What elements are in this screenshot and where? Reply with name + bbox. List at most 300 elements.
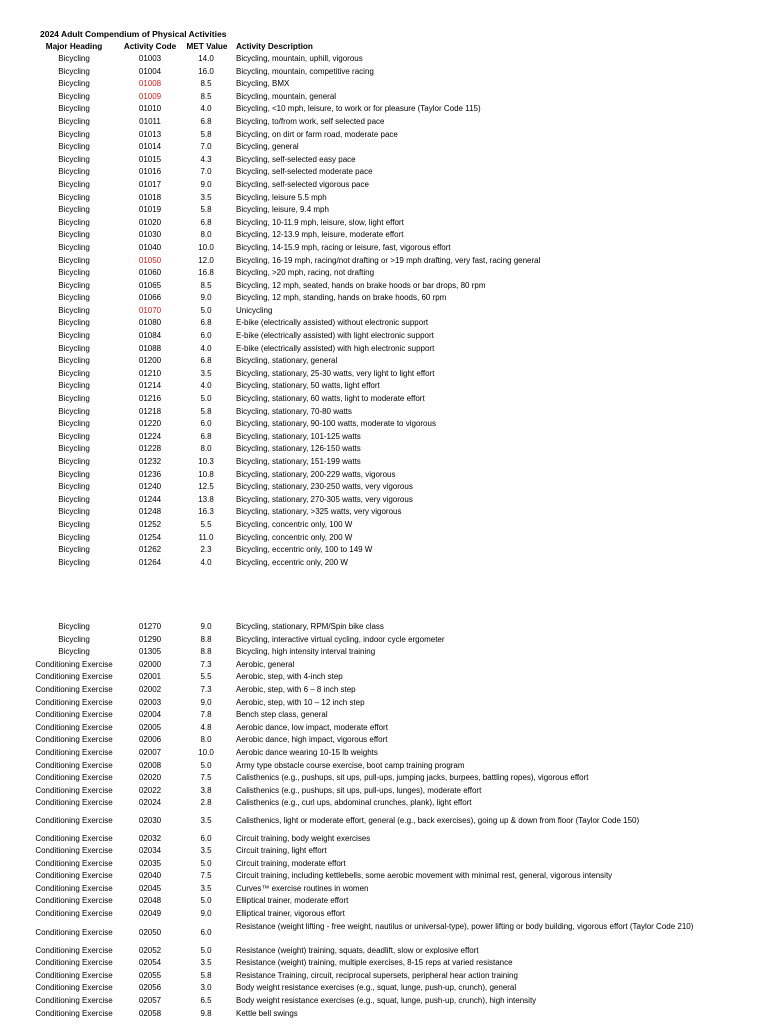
activity-description-cell: Bicycling, <10 mph, leisure, to work or for pleasure (Taylor Code 115) [236,104,481,114]
activity-code-cell: 01290 [138,634,162,644]
activity-description-cell: Circuit training, light effort [236,846,327,856]
activity-description-cell: Bicycling, self-selected moderate pace [236,167,373,177]
activity-code-cell: 02052 [138,945,162,955]
table-row [0,141,768,154]
met-value-cell: 5.0 [200,896,212,906]
table-row [0,957,768,970]
met-value-cell: 5.0 [200,945,212,955]
met-value-cell: 14.0 [198,54,214,63]
activity-code-cell: 01070 [138,305,162,315]
activity-description-cell: E-bike (electrically assisted) without electronic support [236,318,429,328]
activity-code-cell: 02058 [138,1008,162,1018]
major-heading-cell: Bicycling [58,622,90,631]
table-row [0,393,768,406]
activity-code-cell: 01088 [138,343,162,353]
table-row [0,456,768,469]
major-heading-cell: Bicycling [58,381,90,391]
major-heading-cell: Bicycling [58,431,90,441]
met-value-cell: 5.0 [200,305,212,315]
met-value-cell: 3.0 [200,983,212,993]
table-row [0,229,768,242]
activity-code-cell: 02048 [138,896,162,906]
major-heading-cell: Bicycling [58,167,90,177]
met-value-cell: 3.5 [200,883,212,893]
activity-code-cell: 01019 [138,205,162,215]
met-value-cell: 4.0 [200,343,212,353]
major-heading-cell: Bicycling [58,242,90,252]
activity-code-cell: 02057 [138,996,162,1006]
table-row [0,481,768,494]
activity-code-cell: 01305 [138,647,162,657]
table-row [0,506,768,519]
met-value-cell: 3.5 [200,846,212,856]
met-value-cell: 9.0 [200,697,212,707]
activity-description-cell: Bicycling, 12 mph, standing, hands on brake hoods, 60 rpm [236,293,447,303]
header-major-heading: Major Heading [45,42,103,51]
activity-description-cell: Resistance (weight lifting - free weight, nautilus or universal-type), power lifting or body building, vigorous effort (Taylor Code 210) [236,921,694,931]
activity-code-cell: 01232 [138,457,162,466]
table-row [0,684,768,697]
activity-code-cell: 01220 [138,419,162,429]
activity-description-cell: Calisthenics (e.g., pushups, sit ups, pull-ups, lunges), moderate effort [236,785,482,795]
met-value-cell: 3.5 [200,815,212,825]
table-row [0,317,768,330]
table-section-top [0,53,768,569]
activity-description-cell: Army type obstacle course exercise, boot camp training program [236,760,465,770]
met-value-cell: 6.5 [200,996,212,1006]
table-row [0,734,768,747]
major-heading-cell: Bicycling [58,129,90,139]
activity-code-cell: 01262 [138,545,162,555]
major-heading-cell: Conditioning Exercise [35,970,113,980]
major-heading-cell: Conditioning Exercise [35,896,113,906]
table-row [0,659,768,672]
table-row [0,532,768,545]
activity-code-cell: 01040 [138,242,162,252]
met-value-cell: 8.0 [200,230,212,240]
activity-description-cell: Bicycling, 14-15.9 mph, racing or leisure, fast, vigorous effort [236,242,451,252]
met-value-cell: 11.0 [198,532,214,542]
activity-description-cell: Bicycling, stationary, 270-305 watts, very vigorous [236,494,413,504]
activity-code-cell: 02049 [138,909,162,919]
major-heading-cell: Bicycling [58,179,90,189]
table-row [0,53,768,66]
major-heading-cell: Bicycling [58,394,90,404]
activity-code-cell: 01009 [138,91,162,101]
met-value-cell: 6.8 [200,356,212,366]
table-row [0,255,768,268]
activity-code-cell: 02034 [138,846,162,856]
activity-description-cell: Bicycling, on dirt or farm road, moderate pace [236,129,398,139]
activity-description-cell: Body weight resistance exercises (e.g., squat, lunge, push-up, crunch), general [236,983,517,993]
met-value-cell: 8.5 [200,79,212,89]
activity-code-cell: 01004 [138,66,162,76]
activity-code-cell: 01060 [138,268,162,278]
major-heading-cell: Bicycling [58,91,90,101]
activity-code-cell: 02035 [138,858,162,868]
major-heading-cell: Bicycling [58,154,90,164]
activity-code-cell: 02002 [138,684,162,694]
met-value-cell: 4.0 [200,557,212,567]
activity-description-cell: Bicycling, eccentric only, 100 to 149 W [236,545,373,555]
activity-description-cell: Bicycling, stationary, >325 watts, very vigorous [236,507,402,517]
met-value-cell: 6.8 [200,116,212,126]
table-row [0,204,768,217]
table-row [0,418,768,431]
major-heading-cell: Bicycling [58,647,90,657]
activity-code-cell: 01210 [138,368,162,378]
activity-code-cell: 01016 [138,167,162,177]
major-heading-cell: Bicycling [58,255,90,265]
table-row [0,772,768,785]
table-row [0,280,768,293]
met-value-cell: 6.0 [200,419,212,429]
major-heading-cell: Conditioning Exercise [35,785,113,795]
met-value-cell: 8.5 [200,280,212,290]
met-value-cell: 13.8 [198,494,214,504]
major-heading-cell: Conditioning Exercise [35,659,113,669]
met-value-cell: 5.5 [200,672,212,682]
activity-code-cell: 01254 [138,532,162,542]
activity-description-cell: Bicycling, general [236,142,299,152]
met-value-cell: 6.8 [200,318,212,328]
activity-description-cell: Curves™ exercise routines in women [236,883,369,893]
activity-code-cell: 02032 [138,833,162,843]
major-heading-cell: Bicycling [58,557,90,567]
activity-description-cell: Bicycling, stationary, 230-250 watts, very vigorous [236,482,413,492]
major-heading-cell: Conditioning Exercise [35,697,113,707]
major-heading-cell: Conditioning Exercise [35,760,113,770]
table-row [0,945,768,958]
major-heading-cell: Bicycling [58,444,90,454]
activity-description-cell: Aerobic, step, with 6 – 8 inch step [236,684,356,694]
header-met-value: MET Value [186,42,228,51]
table-row [0,870,768,883]
table-row [0,91,768,104]
activity-description-cell: Bicycling, to/from work, self selected pace [236,116,385,126]
met-value-cell: 3.5 [200,192,212,202]
table-row [0,921,768,945]
major-heading-cell: Conditioning Exercise [35,909,113,919]
met-value-cell: 6.8 [200,217,212,227]
activity-description-cell: Resistance (weight) training, squats, deadlift, slow or explosive effort [236,945,479,955]
activity-description-cell: Aerobic, general [236,659,295,669]
major-heading-cell: Bicycling [58,494,90,504]
table-row [0,343,768,356]
met-value-cell: 5.0 [200,760,212,770]
major-heading-cell: Conditioning Exercise [35,883,113,893]
activity-code-cell: 01270 [138,622,162,631]
met-value-cell: 9.8 [200,1008,212,1018]
activity-description-cell: Kettle bell swings [236,1008,298,1018]
activity-code-cell: 01010 [138,104,162,114]
activity-code-cell: 02054 [138,958,162,968]
table-row [0,469,768,482]
table-row [0,66,768,79]
activity-description-cell: Body weight resistance exercises (e.g., squat, lunge, push-up, crunch), high intensity [236,996,537,1006]
met-value-cell: 8.8 [200,647,212,657]
table-row [0,722,768,735]
major-heading-cell: Conditioning Exercise [35,747,113,757]
activity-code-cell: 01216 [138,394,162,404]
table-row [0,305,768,318]
met-value-cell: 7.3 [200,659,212,669]
activity-code-cell: 01066 [138,293,162,303]
table-row [0,895,768,908]
activity-code-cell: 02022 [138,785,162,795]
activity-description-cell: E-bike (electrically assisted) with light electronic support [236,331,434,341]
met-value-cell: 9.0 [200,622,212,631]
major-heading-cell: Bicycling [58,305,90,315]
activity-code-cell: 02056 [138,983,162,993]
major-heading-cell: Conditioning Exercise [35,996,113,1006]
met-value-cell: 6.0 [200,833,212,843]
met-value-cell: 16.3 [198,507,214,517]
met-value-cell: 5.8 [200,970,212,980]
activity-description-cell: Elliptical trainer, vigorous effort [236,909,345,919]
major-heading-cell: Bicycling [58,356,90,366]
activity-description-cell: Bicycling, mountain, competitive racing [236,66,374,76]
activity-description-cell: Circuit training, moderate effort [236,858,346,868]
met-value-cell: 4.0 [200,381,212,391]
met-value-cell: 7.0 [200,142,212,152]
major-heading-cell: Bicycling [58,104,90,114]
activity-description-cell: Bicycling, 12 mph, seated, hands on brake hoods or bar drops, 80 rpm [236,280,486,290]
met-value-cell: 4.3 [200,154,212,164]
table-row [0,519,768,532]
activity-code-cell: 02005 [138,722,162,732]
activity-description-cell: Bicycling, >20 mph, racing, not drafting [236,268,375,278]
activity-code-cell: 02055 [138,970,162,980]
table-row [0,406,768,419]
table-row [0,179,768,192]
table-row [0,292,768,305]
met-value-cell: 3.5 [200,958,212,968]
activity-code-cell: 01020 [138,217,162,227]
activity-code-cell: 02050 [138,927,162,937]
activity-description-cell: Bicycling, stationary, 101-125 watts [236,431,361,441]
major-heading-cell: Bicycling [58,293,90,303]
table-row [0,355,768,368]
table-row [0,443,768,456]
major-heading-cell: Bicycling [58,79,90,89]
activity-code-cell: 02007 [138,747,162,757]
activity-code-cell: 02004 [138,710,162,720]
major-heading-cell: Bicycling [58,634,90,644]
table-row [0,709,768,722]
major-heading-cell: Conditioning Exercise [35,798,113,808]
major-heading-cell: Conditioning Exercise [35,672,113,682]
table-row [0,982,768,995]
activity-code-cell: 02001 [138,672,162,682]
met-value-cell: 5.8 [200,205,212,215]
table-row [0,192,768,205]
activity-description-cell: Bicycling, mountain, uphill, vigorous [236,54,363,63]
activity-code-cell: 01200 [138,356,162,366]
major-heading-cell: Bicycling [58,457,90,466]
activity-code-cell: 01050 [138,255,162,265]
major-heading-cell: Bicycling [58,331,90,341]
activity-description-cell: Aerobic dance wearing 10-15 lb weights [236,747,378,757]
table-row [0,797,768,810]
activity-description-cell: Calisthenics (e.g., curl ups, abdominal crunches, plank), light effort [236,798,472,808]
table-row [0,267,768,280]
activity-description-cell: Bicycling, concentric only, 200 W [236,532,353,542]
activity-description-cell: Bicycling, stationary, 90-100 watts, moderate to vigorous [236,419,436,429]
met-value-cell: 5.8 [200,129,212,139]
major-heading-cell: Bicycling [58,545,90,555]
met-value-cell: 10.3 [198,457,214,466]
activity-code-cell: 02040 [138,871,162,881]
major-heading-cell: Bicycling [58,192,90,202]
met-value-cell: 4.8 [200,722,212,732]
table-row [0,330,768,343]
met-value-cell: 5.8 [200,406,212,416]
major-heading-cell: Conditioning Exercise [35,927,113,937]
met-value-cell: 7.5 [200,871,212,881]
activity-code-cell: 01017 [138,179,162,189]
activity-code-cell: 02045 [138,883,162,893]
major-heading-cell: Conditioning Exercise [35,684,113,694]
activity-description-cell: Bicycling, 16-19 mph, racing/not drafting or >19 mph drafting, very fast, racing general [236,255,541,265]
activity-description-cell: Bicycling, stationary, 50 watts, light effort [236,381,380,391]
met-value-cell: 8.8 [200,634,212,644]
activity-code-cell: 01015 [138,154,162,164]
major-heading-cell: Bicycling [58,519,90,529]
major-heading-cell: Bicycling [58,343,90,353]
activity-code-cell: 01218 [138,406,162,416]
table-row [0,380,768,393]
table-row [0,242,768,255]
table-row [0,116,768,129]
table-row [0,217,768,230]
table-row [0,634,768,647]
major-heading-cell: Conditioning Exercise [35,983,113,993]
major-heading-cell: Bicycling [58,507,90,517]
met-value-cell: 5.0 [200,394,212,404]
activity-code-cell: 01240 [138,482,162,492]
activity-description-cell: Aerobic dance, high impact, vigorous effort [236,735,388,745]
activity-code-cell: 01014 [138,142,162,152]
activity-code-cell: 02006 [138,735,162,745]
activity-description-cell: Bicycling, stationary, 25-30 watts, very light to light effort [236,368,435,378]
activity-description-cell: Elliptical trainer, moderate effort [236,896,349,906]
table-row [0,785,768,798]
activity-code-cell: 02003 [138,697,162,707]
major-heading-cell: Bicycling [58,66,90,76]
major-heading-cell: Conditioning Exercise [35,735,113,745]
met-value-cell: 10.0 [198,242,214,252]
activity-description-cell: Bicycling, self-selected vigorous pace [236,179,369,189]
met-value-cell: 8.0 [200,444,212,454]
activity-code-cell: 01224 [138,431,162,441]
table-row [0,697,768,710]
table-row [0,908,768,921]
major-heading-cell: Bicycling [58,142,90,152]
met-value-cell: 10.0 [198,747,214,757]
activity-description-cell: Bicycling, stationary, 200-229 watts, vigorous [236,469,396,479]
activity-description-cell: Bicycling, 12-13.9 mph, leisure, moderate effort [236,230,404,240]
table-row [0,368,768,381]
table-row [0,103,768,116]
major-heading-cell: Bicycling [58,280,90,290]
page-title: 2024 Adult Compendium of Physical Activities [40,29,227,39]
activity-description-cell: Bicycling, leisure 5.5 mph [236,192,327,202]
table-row [0,494,768,507]
activity-code-cell: 01013 [138,129,162,139]
met-value-cell: 6.0 [200,927,212,937]
major-heading-cell: Conditioning Exercise [35,833,113,843]
activity-description-cell: Bicycling, 10-11.9 mph, leisure, slow, light effort [236,217,404,227]
major-heading-cell: Bicycling [58,469,90,479]
table-row [0,833,768,846]
activity-description-cell: Aerobic, step, with 4-inch step [236,672,343,682]
activity-code-cell: 01080 [138,318,162,328]
activity-description-cell: Unicycling [236,305,273,315]
table-row [0,557,768,570]
activity-code-cell: 01264 [138,557,162,567]
header-activity-code: Activity Code [123,42,177,51]
activity-description-cell: Bicycling, stationary, 70-80 watts [236,406,352,416]
major-heading-cell: Conditioning Exercise [35,1008,113,1018]
met-value-cell: 8.0 [200,735,212,745]
activity-code-cell: 01018 [138,192,162,202]
met-value-cell: 3.5 [200,368,212,378]
met-value-cell: 5.5 [200,519,212,529]
major-heading-cell: Bicycling [58,482,90,492]
met-value-cell: 7.0 [200,167,212,177]
activity-code-cell: 01214 [138,381,162,391]
activity-code-cell: 02008 [138,760,162,770]
activity-description-cell: Bicycling, stationary, 151-199 watts [236,457,361,466]
major-heading-cell: Bicycling [58,268,90,278]
activity-description-cell: Bicycling, eccentric only, 200 W [236,557,348,567]
table-row [0,883,768,896]
major-heading-cell: Bicycling [58,54,90,63]
activity-description-cell: Bicycling, mountain, general [236,91,337,101]
met-value-cell: 2.8 [200,798,212,808]
activity-description-cell: Circuit training, body weight exercises [236,833,371,843]
met-value-cell: 3.8 [200,785,212,795]
activity-code-cell: 01248 [138,507,162,517]
activity-code-cell: 01252 [138,519,162,529]
met-value-cell: 7.5 [200,773,212,783]
activity-code-cell: 01003 [138,54,162,63]
activity-description-cell: Resistance Training, circuit, reciprocal supersets, peripheral hear action training [236,970,518,980]
activity-code-cell: 01244 [138,494,162,504]
major-heading-cell: Conditioning Exercise [35,773,113,783]
activity-description-cell: Bicycling, stationary, 126-150 watts [236,444,361,454]
table-row [0,760,768,773]
activity-code-cell: 01008 [138,79,162,89]
major-heading-cell: Conditioning Exercise [35,945,113,955]
table-row [0,970,768,983]
table-row [0,78,768,91]
met-value-cell: 4.0 [200,104,212,114]
major-heading-cell: Bicycling [58,532,90,542]
activity-code-cell: 01236 [138,469,162,479]
table-row [0,747,768,760]
activity-description-cell: Bicycling, stationary, general [236,356,338,366]
header-activity-description: Activity Description [236,42,313,51]
major-heading-cell: Bicycling [58,406,90,416]
major-heading-cell: Bicycling [58,419,90,429]
table-row [0,1008,768,1021]
activity-description-cell: Calisthenics, light or moderate effort, general (e.g., back exercises), going up & down from floor (Taylor Code 150) [236,815,640,825]
activity-description-cell: Bicycling, concentric only, 100 W [236,519,353,529]
major-heading-cell: Conditioning Exercise [35,958,113,968]
major-heading-cell: Conditioning Exercise [35,858,113,868]
